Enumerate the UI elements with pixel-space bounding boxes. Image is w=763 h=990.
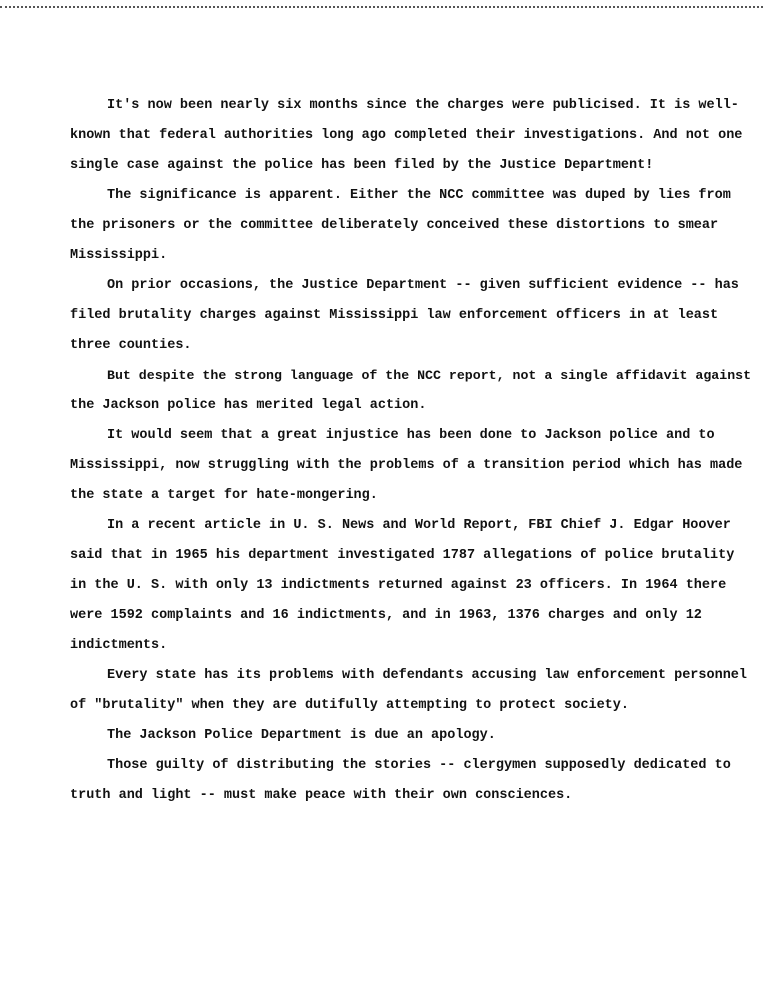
paragraph-6-line-3: in the U. S. with only 13 indictments returned against 23 officers. In 1964 there — [70, 578, 727, 593]
paragraph-5-line-1: It would seem that a great injustice has been done to Jackson police and to — [107, 428, 715, 443]
paragraph-3-line-3: three counties. — [70, 338, 192, 353]
paragraph-9-line-1: Those guilty of distributing the stories -- clergymen supposedly dedicated to — [107, 758, 731, 773]
paragraph-4-line-2: the Jackson police has merited legal action. — [70, 398, 427, 413]
paragraph-2-line-3: Mississippi. — [70, 248, 168, 263]
paragraph-1-line-3: single case against the police has been filed by the Justice Department! — [70, 158, 654, 173]
paragraph-8-line-1: The Jackson Police Department is due an apology. — [107, 728, 496, 743]
page-top-edge — [0, 0, 763, 8]
paragraph-9-line-2: truth and light -- must make peace with their own consciences. — [70, 788, 573, 803]
paragraph-7-line-1: Every state has its problems with defendants accusing law enforcement personnel — [107, 668, 748, 683]
paragraph-4-line-1: But despite the strong language of the NCC report, not a single affidavit against — [107, 368, 752, 383]
paragraph-6-line-2: said that in 1965 his department investigated 1787 allegations of police brutality — [70, 548, 735, 563]
paragraph-6-line-4: were 1592 complaints and 16 indictments, and in 1963, 1376 charges and only 12 — [70, 608, 702, 623]
paragraph-6-line-5: indictments. — [70, 638, 168, 653]
paragraph-3-line-1: On prior occasions, the Justice Department -- given sufficient evidence -- has — [107, 278, 739, 293]
paragraph-2-line-1: The significance is apparent. Either the NCC committee was duped by lies from — [107, 188, 731, 203]
paragraph-2-line-2: the prisoners or the committee deliberately conceived these distortions to smear — [70, 218, 719, 233]
paragraph-7-line-2: of "brutality" when they are dutifully attempting to protect society. — [70, 698, 629, 713]
paragraph-1-line-2: known that federal authorities long ago completed their investigations. And not one — [70, 128, 743, 143]
paragraph-5-line-3: the state a target for hate-mongering. — [70, 488, 378, 503]
paragraph-5-line-2: Mississippi, now struggling with the problems of a transition period which has made — [70, 458, 743, 473]
paragraph-1-line-1: It's now been nearly six months since the charges were publicised. It is well- — [107, 98, 739, 113]
paragraph-6-line-1: In a recent article in U. S. News and World Report, FBI Chief J. Edgar Hoover — [107, 518, 731, 533]
paragraph-3-line-2: filed brutality charges against Mississippi law enforcement officers in at least — [70, 308, 719, 323]
